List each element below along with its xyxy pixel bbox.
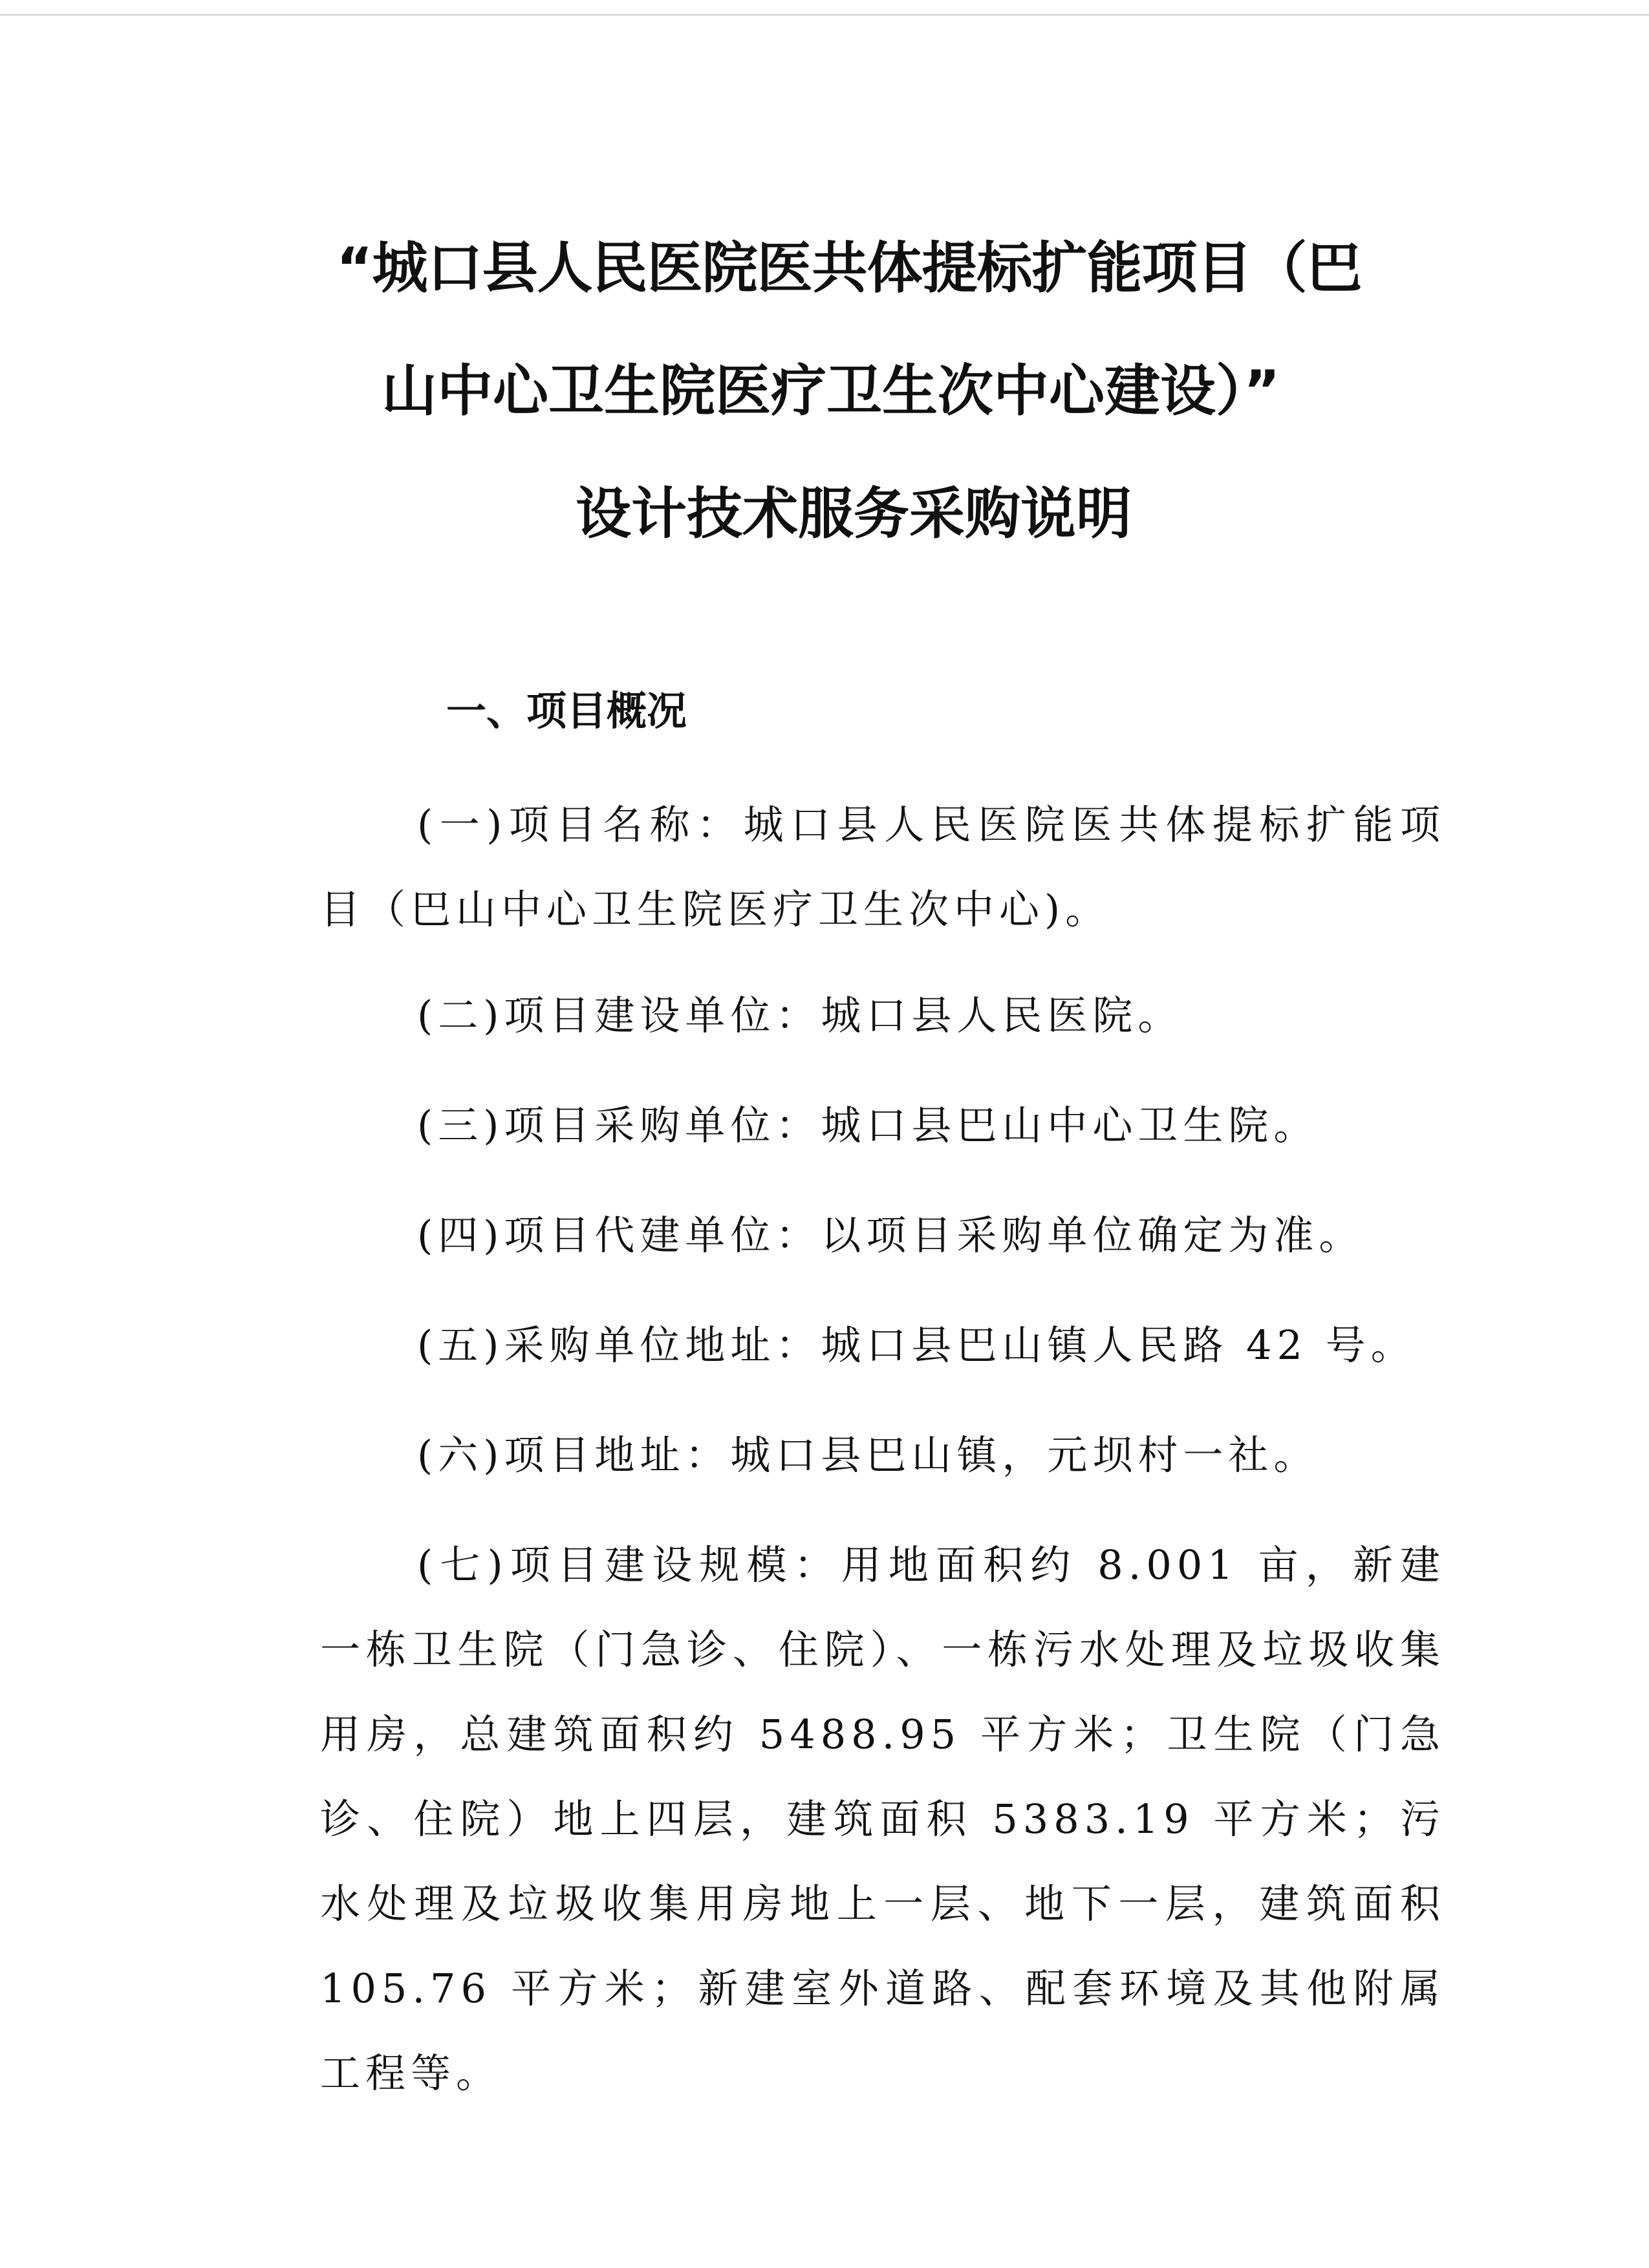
paragraph-construction-scale: (七)项目建设规模：用地面积约 8.001 亩，新建一栋卫生院（门急诊、住院）、一栋污水处理及垃圾收集用房，总建筑面积约 5488.95 平方米；卫生院（门急诊、住院）地上四层，建筑面积 5383.19 平方米；污水处理及垃圾收集用房地上一层、地下一层，建筑面积 105.76 平方米；新建室外道路、配套环境及其他附属工程等。	[320, 1541, 1445, 2097]
paragraph-construction-unit: (二)项目建设单位：城口县人民医院。	[417, 992, 1183, 1039]
document-title-line-3: 设计技术服务采购说明	[576, 482, 1132, 546]
paragraph-project-address: (六)项目地址：城口县巴山镇，元坝村一社。	[417, 1431, 1319, 1479]
section-heading: 一、项目概况	[446, 687, 687, 734]
paragraph-agent-unit: (四)项目代建单位：以项目采购单位确定为准。	[417, 1212, 1364, 1259]
paragraph-procurement-unit: (三)项目采购单位：城口县巴山中心卫生院。	[417, 1102, 1319, 1149]
scan-edge-line	[0, 14, 1649, 16]
document-title-line-1: “城口县人民医院医共体提标扩能项目（巴	[336, 236, 1362, 301]
paragraph-unit-address: (五)采购单位地址：城口县巴山镇人民路 42 号。	[417, 1321, 1416, 1369]
paragraph-project-name: (一)项目名称：城口县人民医院医共体提标扩能项目（巴山中心卫生院医疗卫生次中心)。	[320, 801, 1445, 933]
document-title-line-2: 山中心卫生院医疗卫生次中心建设）”	[382, 359, 1280, 423]
